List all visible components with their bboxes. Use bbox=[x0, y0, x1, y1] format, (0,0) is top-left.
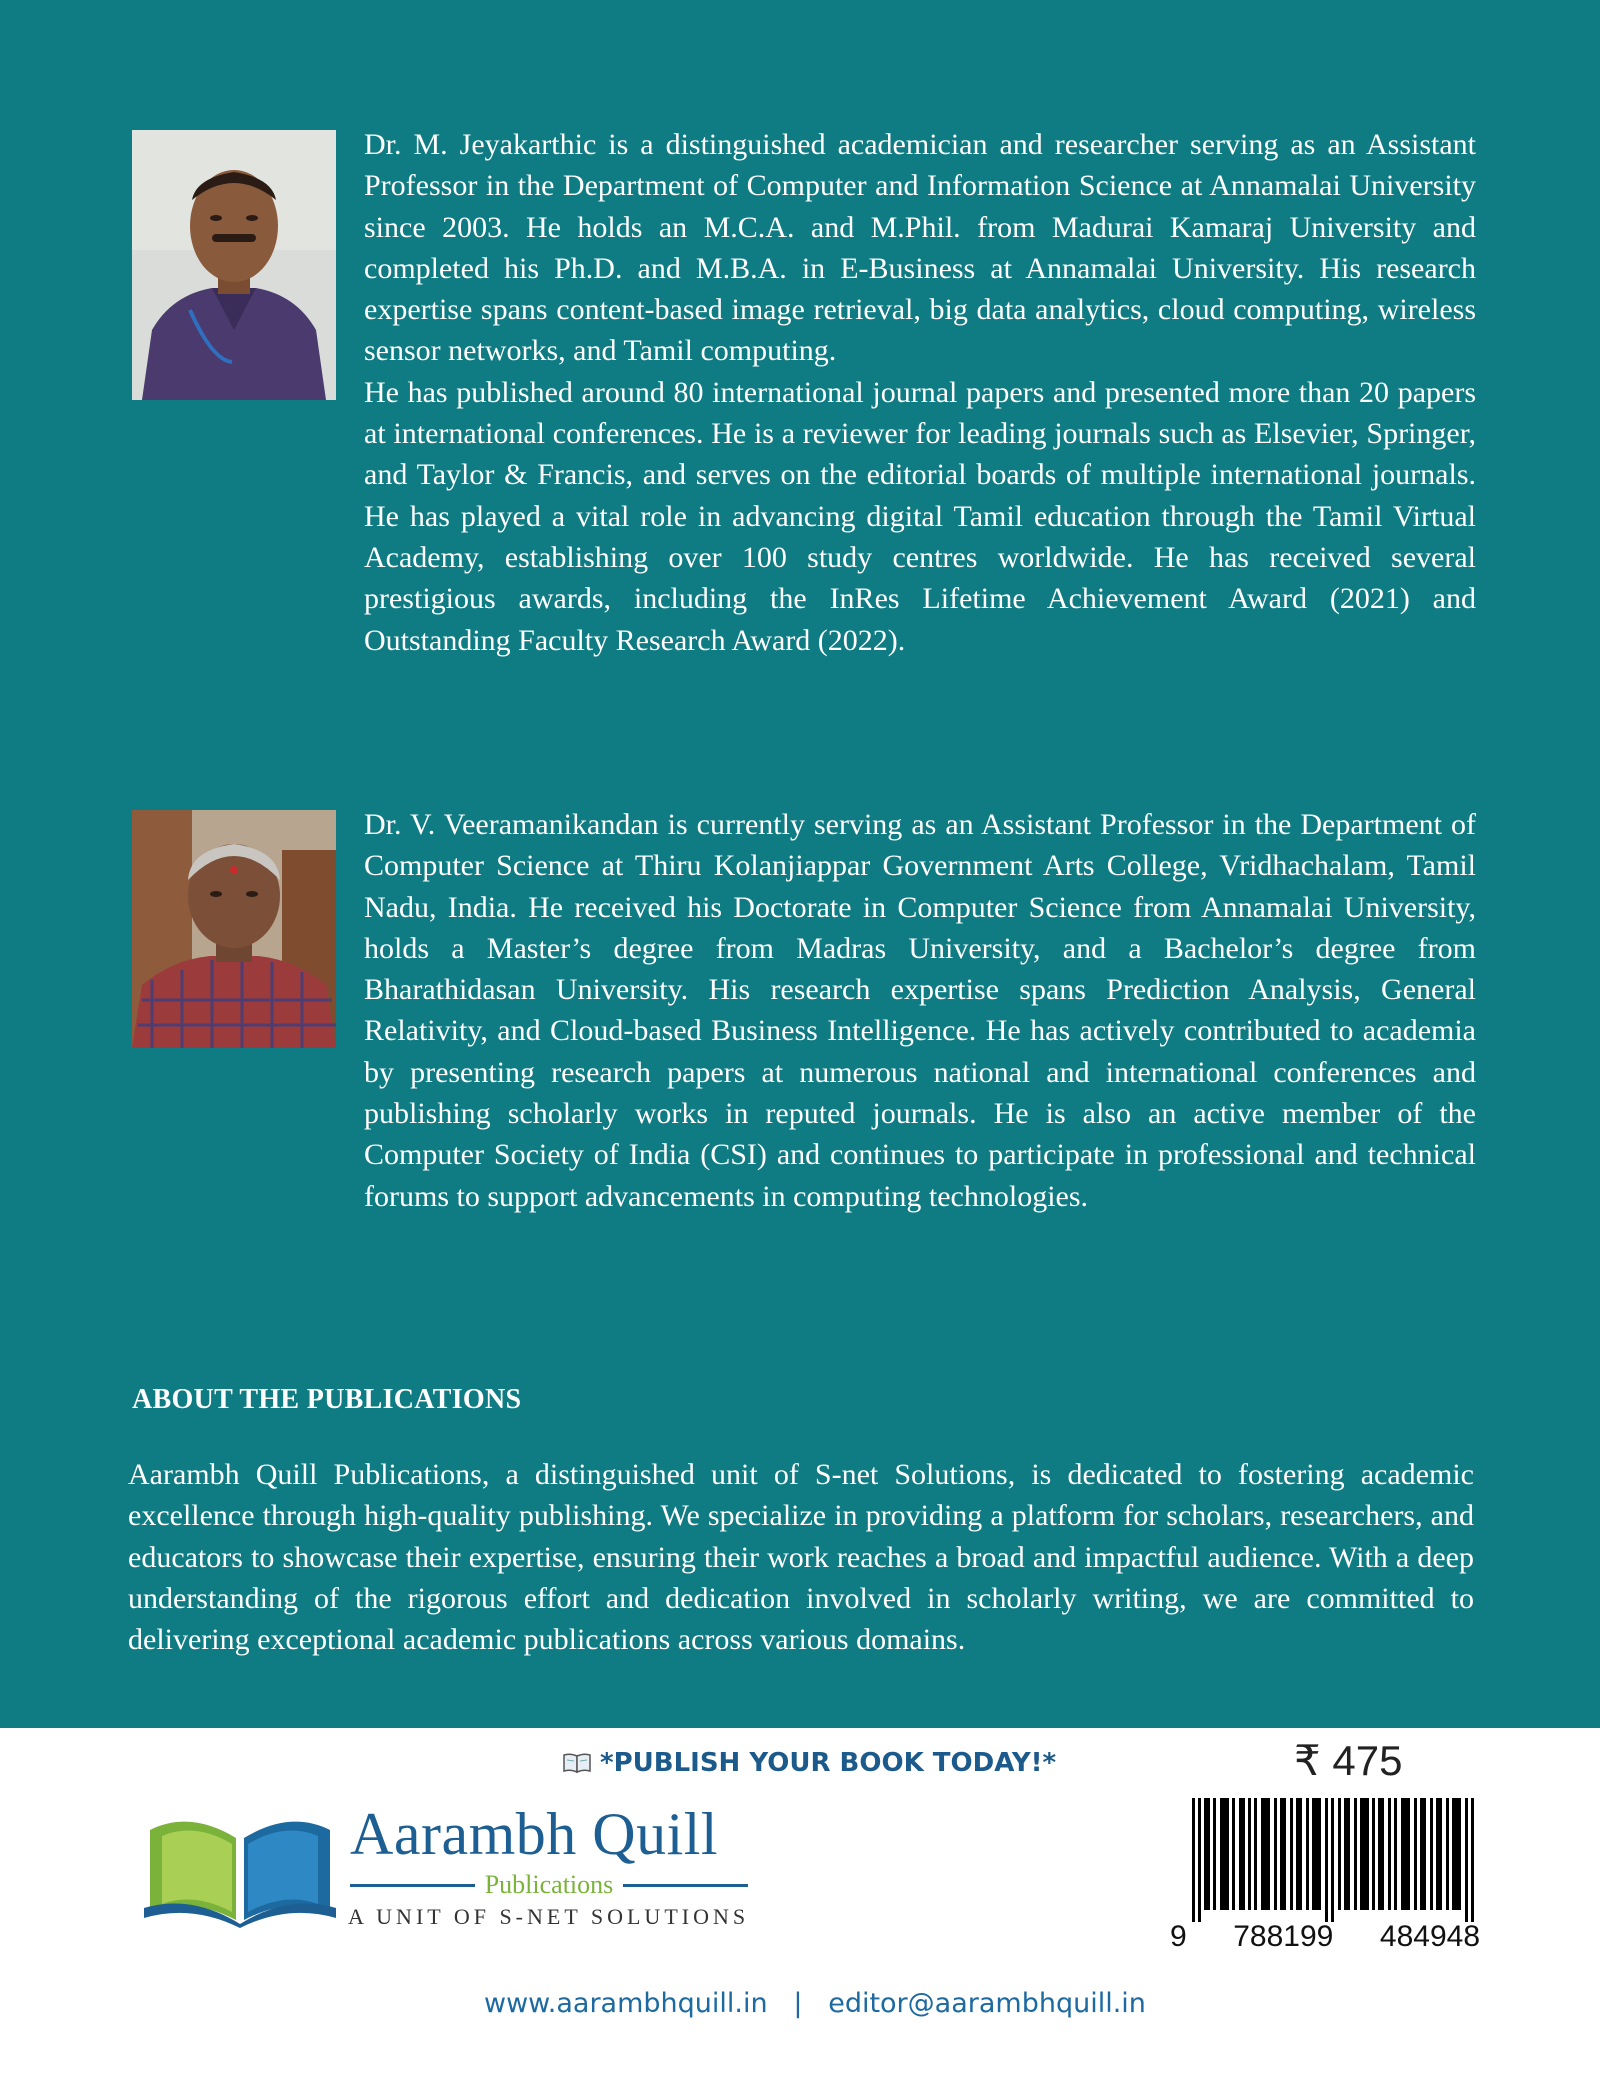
logo-subtitle: Publications bbox=[484, 1870, 614, 1899]
author2-bio-paragraph: Dr. V. Veeramanikandan is currently serving as an Assistant Professor in the Department of Computer Science at Thiru Kolanjiappar Government Arts College, Vridhachalam, Tamil Nadu, India. He received his Doctorate in Computer Science from Annamalai University, holds a Master’s degree from Madras University, and a Bachelor’s degree from Bharathidasan University. His research expertise spans Prediction Analysis, General Relativity, and Cloud-based Business Intelligence. He has actively contributed to academia by presenting research papers at numerous national and international conferences and publishing scholarly works in reputed journals. He is also an active member of the Computer Society of India (CSI) and continues to participate in professional and technical forums to support advancements in computing technologies. bbox=[364, 808, 1476, 1213]
logo-wordmark: Aarambh Quill bbox=[350, 1801, 719, 1867]
author1-photo bbox=[132, 130, 336, 400]
price-label: ₹ 475 bbox=[1294, 1737, 1403, 1784]
logo-subtitle-row bbox=[350, 1870, 748, 1900]
isbn-number bbox=[1170, 1920, 1480, 1954]
email-link[interactable]: editor@aarambhquill.in bbox=[828, 1988, 1146, 2019]
isbn-group-1: 788199 bbox=[1233, 1920, 1334, 1953]
author1-bio bbox=[364, 124, 1476, 661]
footer-contact bbox=[484, 1988, 1146, 2019]
publications-description: Aarambh Quill Publications, a distinguished unit of S-net Solutions, is dedicated to fostering academic excellence through high-quality publishing. We specialize in providing a platform for scholars, researchers, and educators to showcase their expertise, ensuring their work reaches a broad and impactful audience. With a deep understanding of the rigorous effort and dedication involved in scholarly writing, we are committed to delivering exceptional academic publications across various domains. bbox=[128, 1458, 1474, 1657]
author1-bio-paragraph-1: Dr. M. Jeyakarthic is a distinguished academician and researcher serving as an Assistant Professor in the Department of Computer and Information Science at Annamalai University since 2003. He holds an M.C.A. and M.Phil. from Madurai Kamaraj University and completed his Ph.D. and M.B.A. in E-Business at Annamalai University. His research expertise spans content-based image retrieval, big data analytics, cloud computing, wireless sensor networks, and Tamil computing. bbox=[364, 128, 1476, 368]
isbn-prefix: 9 bbox=[1170, 1920, 1187, 1953]
logo-rule-left bbox=[350, 1884, 475, 1887]
open-book-logo-icon bbox=[140, 1808, 340, 1928]
isbn-group-2: 484948 bbox=[1379, 1920, 1480, 1953]
footer-separator: | bbox=[793, 1988, 803, 2019]
logo-unit-line: A UNIT OF S-NET SOLUTIONS bbox=[348, 1904, 750, 1929]
publications-heading: ABOUT THE PUBLICATIONS bbox=[132, 1384, 522, 1415]
author2-bio bbox=[364, 804, 1476, 1217]
isbn-barcode bbox=[1192, 1798, 1474, 1922]
book-icon bbox=[562, 1752, 592, 1774]
promo-text: *PUBLISH YOUR BOOK TODAY!* bbox=[600, 1748, 1057, 1778]
website-link[interactable]: www.aarambhquill.in bbox=[484, 1988, 768, 2019]
author2-photo bbox=[132, 810, 336, 1048]
logo-rule-right bbox=[623, 1884, 748, 1887]
publish-promo bbox=[562, 1748, 1056, 1778]
author1-bio-paragraph-2: He has published around 80 international journal papers and presented more than 20 papers at international conferences. He is a reviewer for leading journals such as Elsevier, Springer, and Taylor & Francis, and serves on the editorial boards of multiple international journals. He has played a vital role in advancing digital Tamil education through the Tamil Virtual Academy, establishing over 100 study centres worldwide. He has received several prestigious awards, including the InRes Lifetime Achievement Award (2021) and Outstanding Faculty Research Award (2022). bbox=[364, 375, 1476, 657]
